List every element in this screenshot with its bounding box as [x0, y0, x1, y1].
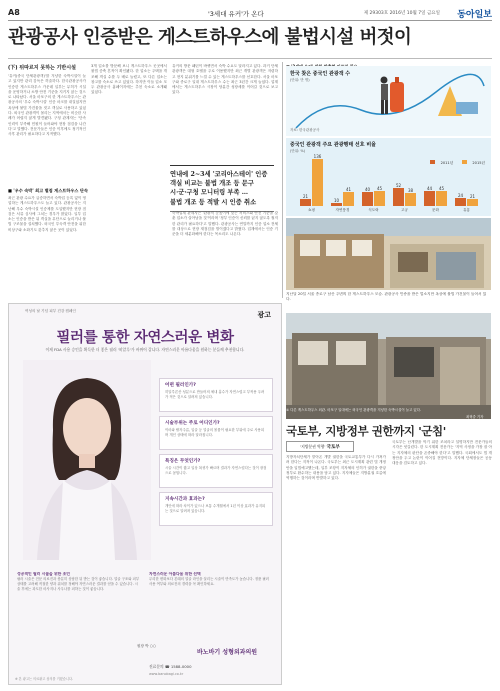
bar-2011: [362, 192, 373, 206]
chart1-unit: (단위: 만 명): [290, 78, 310, 82]
article-col3: 유커의 방문 패턴이 바뀌면서 숙박 수요도 달라지고 있다. 과거 단체관광객은 대형 호텔을 주로 이용했지만 최근 개별 관광객은 저렴하고 현지 분위기를 느낄 수 있는 게스트하우스를 선호한다. 서울 마포구와 종로구 일대 게스트하우스 수는 최근 3년간 크게 늘었다. 업계에서는 게스트하우스 시장이 당분간 성장세를 이어갈 것으로 보고 있다.: [172, 64, 278, 95]
main-headline: 관광공사 인증받은 게스트하우스에 불법시설 버젓이: [8, 27, 412, 48]
chart2-title: 중국인 관광객 주요 관광행태 선호 비율: [290, 142, 376, 148]
ad-clinic-name: 바노바기 성형외과의원: [197, 649, 258, 656]
bar-2011: [331, 203, 342, 206]
x-tick-label: 쇼핑: [308, 208, 315, 212]
photo-guesthouse-exterior: [286, 313, 491, 419]
x-tick-label: 유흥: [463, 208, 470, 212]
bar-2015: [374, 191, 385, 206]
ad-answer: 개인에 따라 차이가 있으나 보통 수개월에서 1년 이상 효과가 유지되는 것으로 알려져 있습니다.: [165, 504, 266, 513]
pull-quote-line: 연내에 2~3세 '코리아스테이' 인증: [170, 171, 268, 178]
bar-2015: [343, 192, 354, 206]
bar-2015: [312, 159, 323, 206]
column-divider: [282, 62, 283, 298]
article-col3b: 숙박업계 관계자는 '관광객 눈높이에 맞는 서비스와 안전 기준을 갖춘 업소가 살아남을 것'이라며 '정부 인증이 신뢰를 잃지 않도록 철저한 관리가 필요하다'고 말했다. 관광공사는 연말까지 인증 업소 전체를 대상으로 현장 재점검을 벌이겠다고 밝혔다. 업계에서는 인증 기준을 더 세분화해야 한다는 목소리도 나온다.: [172, 211, 278, 237]
section-title: '3세대 유커'가 온다: [208, 10, 264, 18]
chart-preferences: [286, 138, 491, 216]
advertisement: [8, 303, 282, 685]
bottom-headline: 국토부, 지방정부 권한까지 '군침': [286, 424, 446, 438]
bar-value-label: 44: [426, 185, 433, 191]
x-tick-label: 식도락: [368, 208, 379, 212]
pull-quote-line: 객실 비교는 불법 개조 등 문구: [170, 180, 254, 188]
ad-col1-title: 성공적인 필러 시술을 위한 조언: [17, 572, 70, 576]
bar-value-label: 52: [395, 183, 402, 189]
x-tick-label: 문화: [432, 208, 439, 212]
page-number: A8: [8, 8, 20, 17]
page-header: [8, 6, 492, 21]
chart2-plot: [286, 138, 491, 216]
ad-answer: 히알루론산 성분으로 만들어져 체내 흡수가 자연스럽고 부작용 우려가 적은 것으로 알려져 있습니다.: [165, 390, 265, 399]
x-tick-label: 고궁: [401, 208, 408, 212]
ad-question: 지속시간과 효과는?: [165, 497, 205, 502]
bar-value-label: 21: [302, 193, 309, 199]
photo1-image: [286, 218, 491, 290]
ad-footer: ※ 본 광고는 의료광고 심의를 거쳤습니다.: [15, 677, 74, 681]
issue-date: 제 29303호 2016년 10월 7일 금요일: [363, 11, 440, 16]
legend-2011: 2011년: [440, 161, 454, 165]
photo2-credit: 최혁중 기자: [466, 415, 484, 419]
ad-column-2: [149, 572, 273, 638]
bottom-tag: [286, 441, 354, 452]
ad-qa-card: [159, 378, 273, 412]
ad-question: 시술부위는 주로 어디인가?: [165, 421, 220, 426]
bar-value-label: 10: [333, 197, 340, 203]
ad-qa-card: [159, 416, 273, 450]
bar-value-label: 21: [469, 193, 476, 199]
x-tick-label: 자연풍경: [335, 208, 350, 212]
chart1-illustration: [286, 66, 491, 136]
bar-2011: [424, 191, 435, 206]
chart1-note: 자료: 한국관광공사: [290, 128, 320, 132]
newspaper-logo: 동아일보: [457, 10, 492, 20]
ad-qa-card: [159, 454, 273, 488]
bar-value-label: 38: [407, 187, 414, 193]
chart-visitors: [286, 66, 491, 136]
bottom-article-col1: 지방자치단체가 맡아온 개발 권한을 국토교통부가 다시 가져가려 한다는 지적이 나온다. 국토부는 최근 도시계획 관련 법 개정안을 입법예고했는데, 일부 조항이 지자체의 인허가 권한을 중앙정부로 환수하는 내용을 담고 있다. 지자체들은 지방분권 흐름에 역행하는 것이라며 반발하고 있다.: [286, 455, 386, 481]
ad-top-line: 여성의 날 기념 피부 건강 캠페인: [25, 309, 76, 313]
article-subhead: (下) 뒤따르지 못하는 기반시설: [8, 65, 76, 71]
ad-col2-text: 무리한 변화보다 본래의 얼굴 라인을 살리는 시술이 만족도가 높습니다. 정품 필러 사용 여부와 의료진의 경력을 꼭 확인하세요.: [149, 576, 269, 586]
photo2-image: [286, 313, 491, 419]
bottom-tag-prefix: '지방분권 역행': [300, 444, 326, 449]
article-subhead-2: ■ '우수 숙박' 최고 별점 게스트하우스 단속: [8, 188, 88, 193]
photo2-caption: ① 다른 게스트하우스 외관. 마포구 일대에는 외국인 관광객을 겨냥한 숙박시설이 늘고 있다.: [286, 408, 421, 412]
ad-col2-title: 자연스러운 아름다움 위한 선택: [149, 572, 201, 576]
ad-url: www.banobagi.co.kr: [149, 672, 184, 676]
ad-tag: 광고: [257, 311, 271, 319]
ad-answer: 이마와 팔자주름, 입술 등 얼굴의 볼륨이 필요한 부위에 주로 사용되며 개인 상태에 따라 달라집니다.: [165, 428, 265, 437]
pull-quote-line: 시·군·구청 모니터링 부족 …: [170, 189, 249, 197]
bar-2015: [467, 199, 478, 206]
ad-doctor: 원장 박 ○○: [137, 644, 156, 648]
bottom-article-col2: 국토부는 난개발을 막기 위한 조치라고 설명하지만 전문가들의 시각은 엇갈린다. 한 도시계획 전문가는 '지역 사정을 가장 잘 아는 지자체의 판단을 존중해야 한다'고 말했다. 국회에서도 법 개정안을 두고 논란이 이어질 전망이다. 지자체 단체장들은 공동 대응을 검토하고 있다.: [392, 440, 492, 466]
bottom-tag-bold: 국토부: [326, 445, 340, 450]
legend-2015: 2015년: [472, 161, 485, 165]
headline-rule: [8, 58, 492, 59]
article-col1b: 최근 관광 수요가 급증하면서 숙박업 등록 없이 영업하는 게스트하우스도 늘고 있다. 관광공사는 지난해 우수 숙박시설 인증제를 도입했지만 현장 점검은 서류 심사에 그치는 경우가 많았다. 일부 업소는 인증을 받은 뒤 객실을 무단으로 늘리거나 불법 구조물을 설치했다. 외국인 투숙객 안전을 위한 비상구와 소화기도 갖추지 않은 곳이 있었다.: [8, 196, 86, 232]
bar-value-label: 40: [364, 187, 371, 193]
bar-value-label: 24: [457, 192, 464, 198]
ad-question: 어떤 필러인가?: [165, 383, 196, 388]
ad-phone: 진료문의 ☎ 1588-0000: [149, 664, 192, 669]
bar-value-label: 45: [438, 185, 445, 191]
bar-2011: [455, 198, 466, 206]
bar-value-label: 41: [345, 186, 352, 192]
article-col2: 3개 업소를 방문해 보니 게스트하우스 곳곳에서 불법 증축 흔적이 확인됐다. 한 업소는 주택을 개조해 객실 수를 두 배로 늘렸고, 또 다른 업소는 창고를 숙소로 쓰고 있었다. 하지만 이들 업소 모두 관광공사 홈페이지에는 추천 숙소로 소개돼 있었다.: [91, 64, 167, 95]
pull-quote-line: 불법 개조 등 적발 시 인증 취소: [170, 198, 257, 206]
photo-guesthouse-rooftop: [286, 218, 491, 290]
ad-subtitle: 이제 FDA 사용 승인을 획득한 더 좋은 필러 '히알루'가 바뀌어 갑니다. 자연스러운 아름다움을 원하는 분들께 추천합니다.: [45, 347, 245, 352]
ad-col1-text: 필러 시술은 전문 의료진과 충분히 상담한 뒤 받는 것이 좋습니다. 얼굴 구조와 피부 상태를 고려해 적절한 양과 위치를 정해야 자연스러운 결과를 얻을 수 있습니다. 시술 후에는 과도한 마사지나 사우나를 피하는 것이 좋습니다.: [17, 576, 140, 591]
ad-portrait: [23, 360, 151, 560]
chart1-title: 한국 찾은 중국인 관광객 수: [290, 71, 351, 77]
bar-2011: [300, 199, 311, 206]
bar-2015: [436, 191, 447, 206]
bar-2015: [405, 193, 416, 206]
bar-value-label: 136: [313, 154, 322, 160]
chart2-unit: (단위: %): [290, 149, 306, 153]
pull-quote: [170, 165, 274, 212]
ad-title: 필러를 통한 자연스러운 변화: [56, 329, 234, 346]
ad-column-1: [17, 572, 141, 638]
ad-qa-card: [159, 492, 273, 526]
ad-answer: 시술 시간이 짧고 일상 복귀가 빠르며 결과가 자연스럽다는 것이 장점으로 꼽힙니다.: [165, 466, 267, 475]
bar-2011: [393, 188, 404, 206]
photo1-caption: 지난달 20일 서울 종로구 남산 주변의 한 게스트하우스 모습. 관광공사 인증을 받은 업소지만 옥상에 불법 가건물이 들어서 있다.: [286, 292, 487, 302]
bar-value-label: 45: [376, 185, 383, 191]
ad-question: 특징은 무엇인가?: [165, 459, 201, 464]
article-col1: '유커(중국 단체관광객)'를 겨냥한 숙박시설이 늘고 있지만 관리 감독은 허술하다. 한국관광공사가 인증한 게스트하우스 가운데 일부는 무허가 시설을 운영하거나 소방 안전 기준을 지키지 않는 것으로 나타났다. 서울 마포구의 한 게스트하우스는 관광공사의 '우수 숙박시설' 인증 마크를 내걸었지만 옥상에 불법 가건물을 짓고 객실로 사용하고 있었다. 외국인 관광객이 몰리는 지역에서는 비슷한 사례가 어렵지 않게 발견됐다. 구청 관계자는 '단속 인력이 부족해 민원이 들어와야 현장 점검을 나간다'고 말했다. 전문가들은 인증 이후에도 정기적인 사후 관리가 필요하다고 지적했다.: [8, 74, 86, 137]
